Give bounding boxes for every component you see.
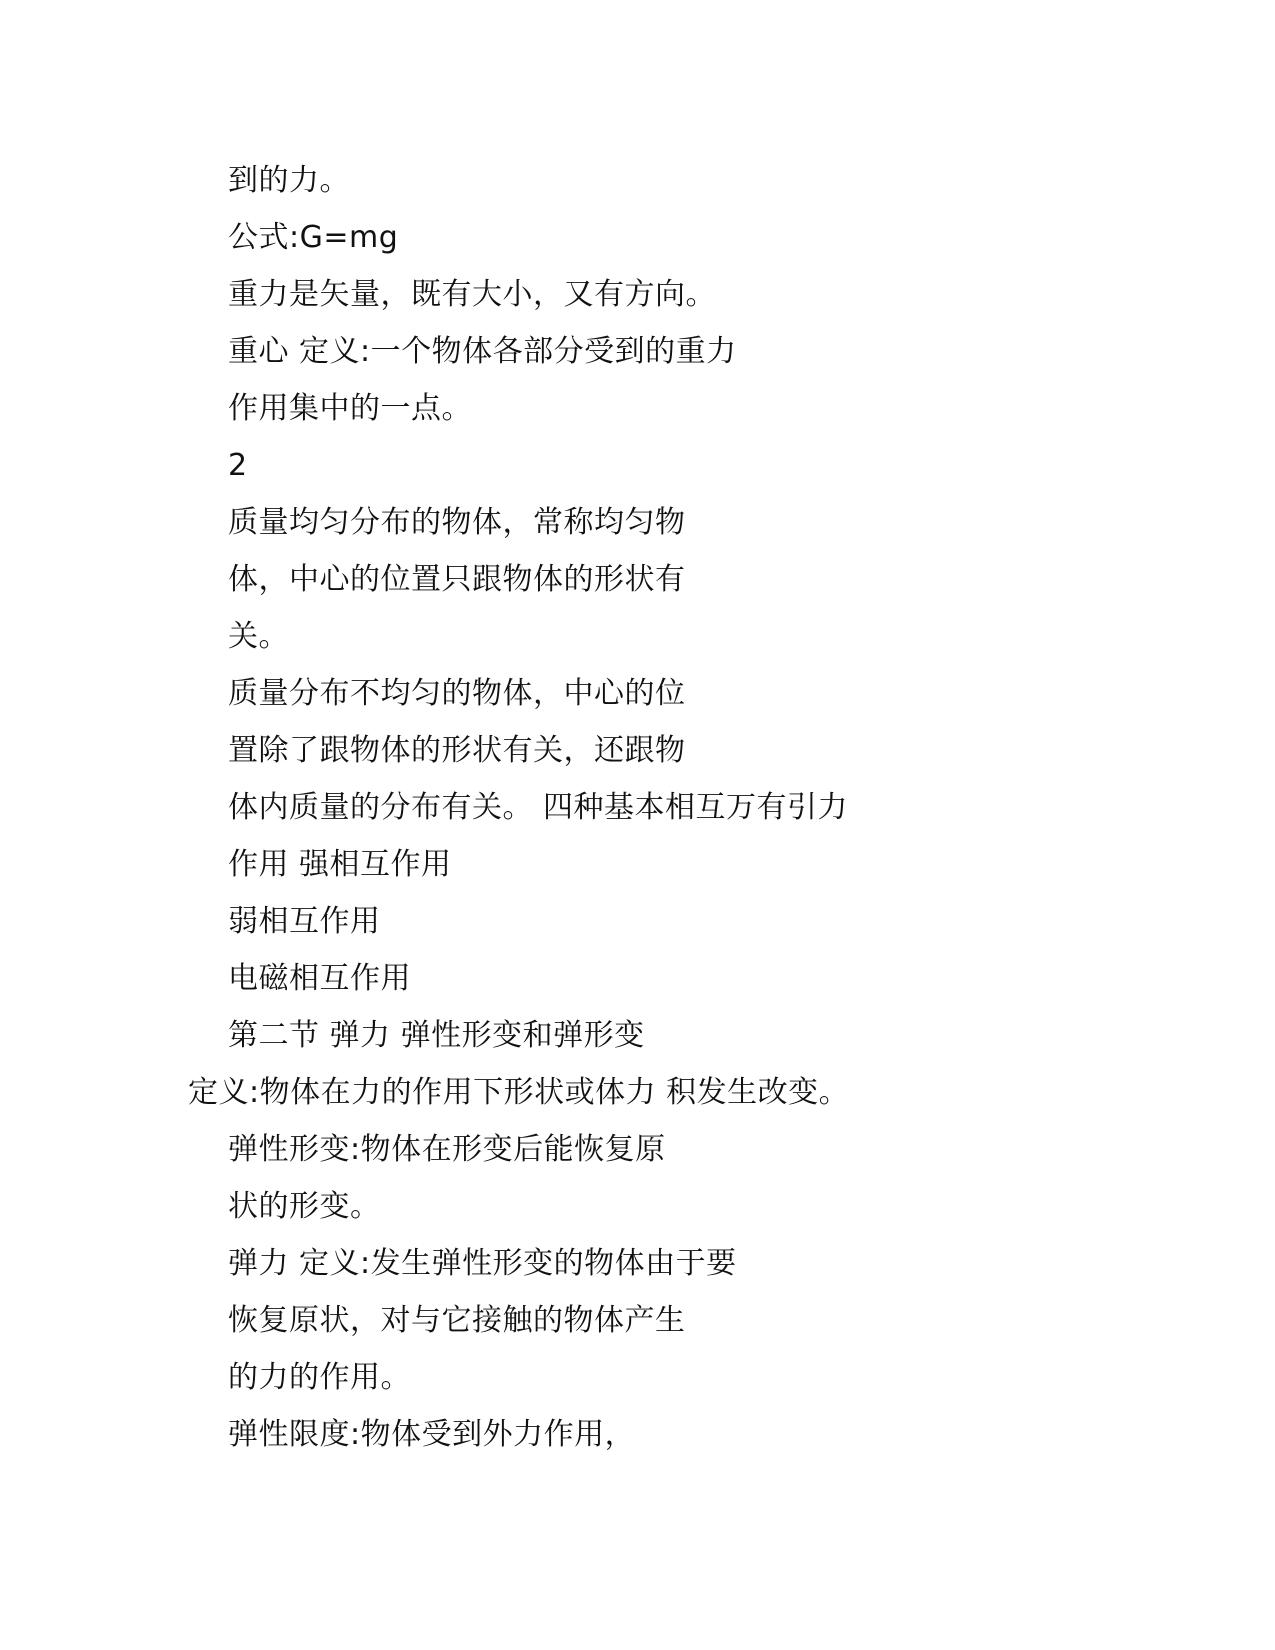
text-line: 体内质量的分布有关。 四种基本相互万有引力 [228,790,849,825]
text-line: 关。 [228,619,289,654]
text-line: 弹性限度:物体受到外力作用， [228,1417,636,1452]
text-line: 状的形变。 [228,1189,381,1224]
text-line: 恢复原状，对与它接触的物体产生 [228,1303,686,1338]
section-heading: 第二节 弹力 弹性形变和弹形变 [228,1018,645,1053]
formula-line: 公式:G=mg [228,220,399,255]
text-line: 作用集中的一点。 [228,391,472,426]
page-number: 2 [228,448,248,483]
text-line: 的力的作用。 [228,1360,411,1395]
text-line: 质量均匀分布的物体，常称均匀物 [228,505,686,540]
text-line: 重力是矢量，既有大小，又有方向。 [228,277,716,312]
text-line: 质量分布不均匀的物体，中心的位 [228,676,686,711]
definition-line: 弹力 定义:发生弹性形变的物体由于要 [228,1246,737,1281]
text-line: 体，中心的位置只跟物体的形状有 [228,562,686,597]
definition-line: 定义:物体在力的作用下形状或体力 积发生改变。 [188,1075,850,1110]
text-line: 置除了跟物体的形状有关，还跟物 [228,733,686,768]
text-line: 弹性形变:物体在形变后能恢复原 [228,1132,666,1167]
definition-line: 重心 定义:一个物体各部分受到的重力 [228,334,737,369]
text-line: 作用 强相互作用 [228,847,452,882]
text-line: 电磁相互作用 [228,961,411,996]
text-line: 弱相互作用 [228,904,381,939]
text-line: 到的力。 [228,163,350,198]
